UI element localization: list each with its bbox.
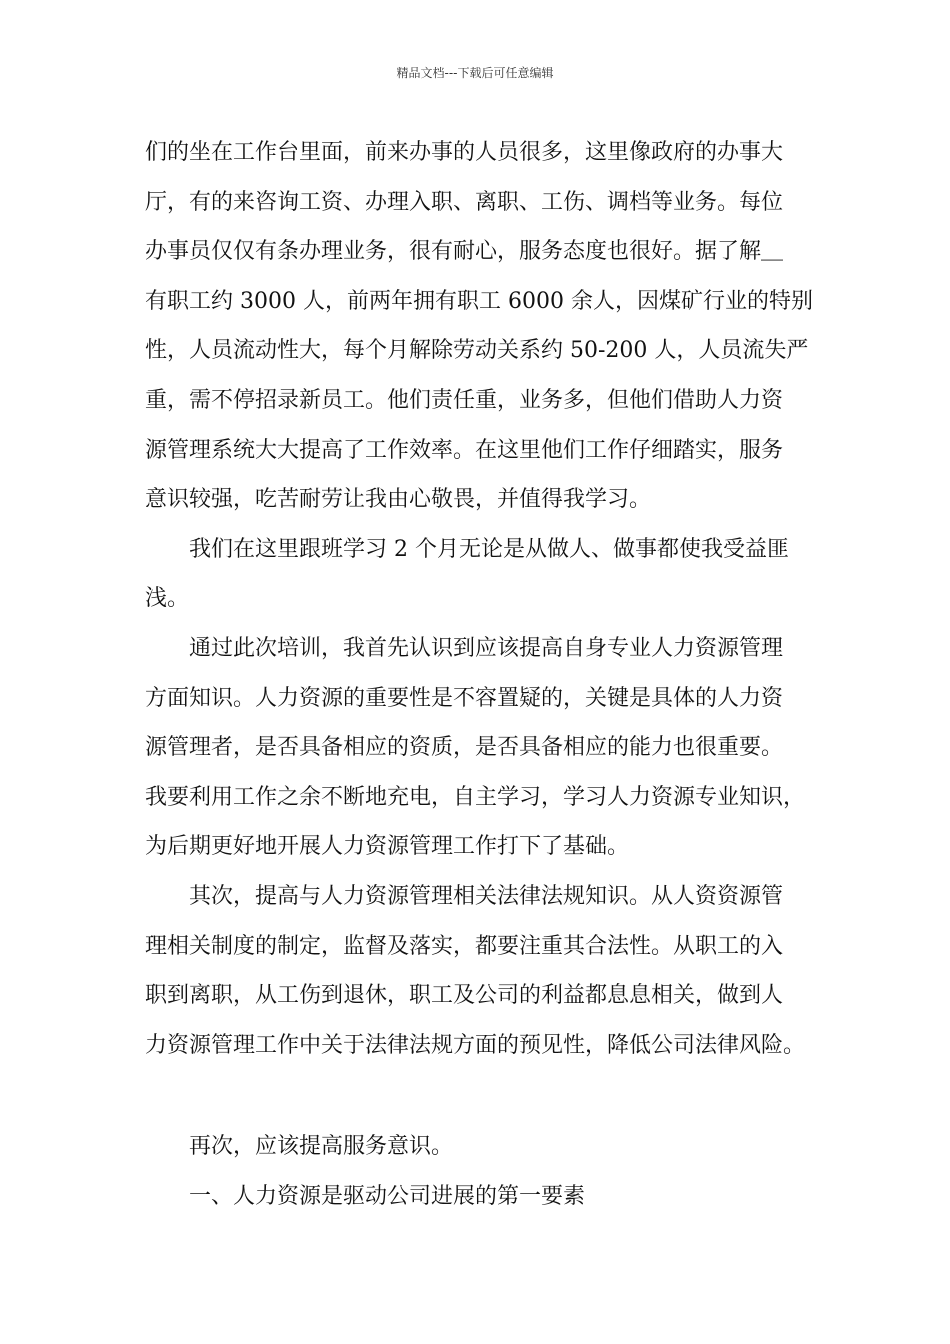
text-line: 意识较强，吃苦耐劳让我由心敬畏，并值得我学习。 <box>145 487 652 513</box>
text-line: 为后期更好地开展人力资源管理工作打下了基础。 <box>145 834 630 860</box>
text-line: 性，人员流动性大，每个月解除劳动关系约 50-200 人，人员流失严 <box>145 338 809 364</box>
text-line: 再次，应该提高服务意识。 <box>189 1134 454 1160</box>
text-line: 方面知识。人力资源的重要性是不容置疑的，关键是具体的人力资 <box>145 685 784 711</box>
text-line: 职到离职，从工伤到退休，职工及公司的利益都息息相关，做到人 <box>145 983 784 1009</box>
text-line: 力资源管理工作中关于法律法规方面的预见性，降低公司法律风险。 <box>145 1032 806 1058</box>
text-line: 浅。 <box>145 586 190 612</box>
text-line: 厅，有的来咨询工资、办理入职、离职、工伤、调档等业务。每位 <box>145 189 784 215</box>
paragraph-2 <box>145 525 825 624</box>
paragraph-1 <box>145 128 825 525</box>
heading-text: 一、人力资源是驱动公司进展的第一要素 <box>189 1183 586 1209</box>
text-line: 通过此次培训，我首先认识到应该提高自身专业人力资源管理 <box>189 635 784 661</box>
text-line: 理相关制度的制定，监督及落实，都要注重其合法性。从职工的入 <box>145 933 784 959</box>
paragraph-3 <box>145 624 825 872</box>
paragraph-5 <box>145 1122 825 1172</box>
document-body <box>145 128 825 1221</box>
text-line: 我要利用工作之余不断地充电，自主学习，学习人力资源专业知识， <box>145 784 806 810</box>
text-line: 源管理者，是否具备相应的资质，是否具备相应的能力也很重要。 <box>145 735 784 761</box>
text-line: 办事员仅仅有条办理业务，很有耐心，服务态度也很好。据了解＿ <box>145 239 784 265</box>
text-line: 有职工约 3000 人，前两年拥有职工 6000 余人，因煤矿行业的特别 <box>145 288 813 314</box>
text-line: 源管理系统大大提高了工作效率。在这里他们工作仔细踏实，服务 <box>145 437 784 463</box>
page-header: 精品文档---下载后可任意编辑 <box>396 66 554 80</box>
text-line: 我们在这里跟班学习 2 个月无论是从做人、做事都使我受益匪 <box>189 536 789 562</box>
paragraph-gap <box>145 1070 825 1122</box>
text-line: 重，需不停招录新员工。他们责任重，业务多，但他们借助人力资 <box>145 387 784 413</box>
section-heading <box>145 1172 825 1222</box>
text-line: 其次，提高与人力资源管理相关法律法规知识。从人资资源管 <box>189 883 784 909</box>
paragraph-4 <box>145 872 825 1070</box>
text-line: 们的坐在工作台里面，前来办事的人员很多，这里像政府的办事大 <box>145 140 784 165</box>
